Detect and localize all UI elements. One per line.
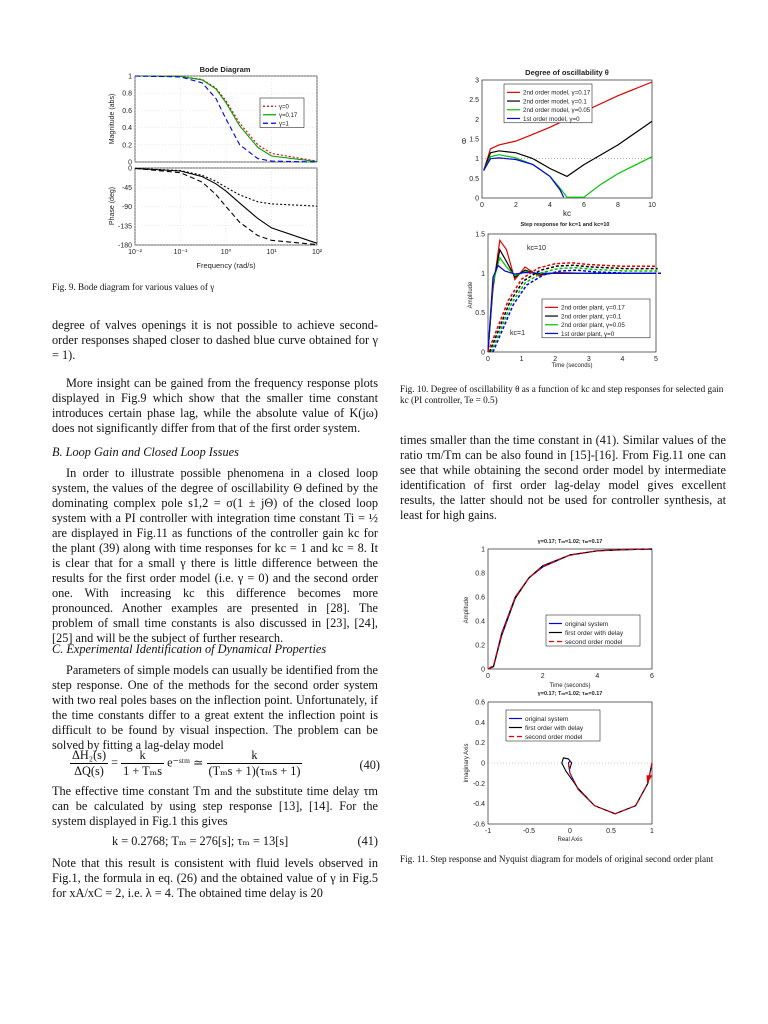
x-tick-label: 3 [586, 356, 591, 363]
x-tick-label: 10² [311, 249, 323, 256]
equation-40: $\frac{\text{ΔH₂(s)}}{\Delta Q(s)}$ = $\frac{k}{\text{1 + Tₘs}}$ e⁻ˢᵗᵐ ≃ $\frac{k}{\text{(Tₘs + 1)(τₘs + 1)}}$ (40) [72, 748, 380, 778]
x-tick-label: 10¹ [266, 249, 277, 256]
eq40-mid-num: k [121, 748, 164, 764]
legend-entry: first order with delay [525, 724, 584, 732]
y-axis-label: θ [461, 137, 467, 146]
y-tick-label: 0 [481, 760, 485, 768]
left-text-block-5 [52, 856, 378, 901]
x-tick-label: 4 [620, 356, 625, 363]
nyquist-svg [460, 688, 670, 843]
annotation-kc1: kc=1 [510, 330, 525, 337]
y-tick-label: 0.8 [122, 90, 132, 98]
x-tick-label: -0.5 [522, 828, 536, 835]
x-tick-label: 4 [548, 202, 552, 209]
x-tick-label: 0 [486, 673, 490, 680]
legend-entry: original system [525, 715, 569, 723]
bode-svg [100, 60, 380, 275]
x-tick-label: 0 [568, 828, 572, 835]
y-tick-label: 0 [481, 666, 485, 674]
eq40-mid [121, 748, 164, 779]
legend-entry: γ=0 [279, 104, 289, 111]
y-tick-label: 0.4 [122, 125, 132, 133]
plot-area [488, 549, 652, 669]
y-tick-label: 0.4 [475, 618, 485, 626]
eq40-rhs-den: (Tₘs + 1)(τₘs + 1) [208, 764, 301, 778]
y-tick-label: 0 [128, 165, 132, 173]
y-axis-label: Phase (deg) [109, 186, 116, 226]
legend-entry: 2nd order plant, γ=0.17 [561, 304, 625, 312]
y-tick-label: 0.2 [122, 142, 132, 150]
x-tick-label: 0.5 [606, 828, 616, 835]
y-tick-label: 1.5 [475, 231, 485, 239]
fig11-nyquist [460, 688, 670, 843]
x-axis-label: kc [563, 209, 571, 218]
y-tick-label: 1 [128, 73, 132, 81]
y-tick-label: 0.6 [122, 107, 132, 115]
y-tick-label: 1 [475, 156, 479, 164]
eq40-exp: e⁻ˢᵗᵐ [167, 755, 191, 770]
y-tick-label: 0 [481, 349, 485, 357]
y-tick-label: 0.2 [475, 642, 485, 650]
x-tick-label: 6 [582, 202, 586, 209]
x-axis-label: Real Axis [557, 837, 583, 843]
fig10-oscillability [440, 64, 670, 224]
x-axis-label: Time (seconds) [551, 363, 593, 369]
eq41-number: (41) [357, 834, 378, 848]
x-axis-label: Time (seconds) [549, 683, 591, 689]
paragraph: More insight can be gained from the frequency response plots displayed in Fig.9 which show that the smaller time constant introduces certain phase lag, while the absolute value of K(jω) does not significantly differ from that of the first order system. [52, 376, 378, 435]
eq40-lhs [70, 748, 108, 779]
y-tick-label: 1.5 [469, 136, 479, 144]
fig9-bode-diagram [100, 60, 380, 275]
paragraph: The effective time constant Tm and the substitute time delay τm can be calculated by using step response [13], [14]. For the system displayed in Fig.1 this gives [52, 784, 378, 828]
x-tick-label: 6 [650, 673, 654, 680]
x-tick-label: 0 [480, 202, 484, 209]
fig9-caption: Fig. 9. Bode diagram for various values of γ [52, 282, 215, 292]
legend-entry: 1st order model, γ=0 [523, 115, 580, 123]
legend-entry: 2nd order model, γ=0.05 [523, 107, 591, 115]
theta-svg [440, 64, 670, 224]
chart-title: Degree of oscillability θ [525, 68, 609, 77]
section-heading-b: B. Loop Gain and Closed Loop Issues [52, 445, 239, 459]
y-tick-label: -135 [117, 223, 132, 231]
x-tick-label: -1 [484, 828, 492, 835]
legend-entry: second order model [525, 733, 583, 741]
fig11-step-response [460, 535, 670, 689]
chart-title: Bode Diagram [199, 65, 251, 74]
legend-entry: first order with delay [565, 629, 624, 637]
y-tick-label: 0 [128, 159, 132, 167]
step11-svg [460, 535, 670, 689]
chart-title: γ=0.17; Tₘ=1.02; τₘ=0.17 [537, 539, 603, 545]
legend-entry: original system [565, 620, 609, 628]
right-text-block-1 [400, 433, 726, 523]
y-tick-label: 0 [475, 195, 479, 203]
paragraph: Note that this result is consistent with fluid levels observed in Fig.1, the formula in eq. (26) and the obtained value of γ in Fig.5 for xA/xC = 2, i.e. λ = 4. The obtained time delay is 20 [52, 856, 378, 900]
eq40-mid-den: 1 + Tₘs [123, 764, 163, 778]
fig10-caption: Fig. 10. Degree of oscillability θ as a function of kc and step responses for selected gain kc (PI controller, Te = 0.5) [400, 384, 724, 405]
y-tick-label: -0.2 [472, 780, 485, 788]
x-tick-label: 0 [486, 356, 490, 363]
legend-entry: second order model [565, 638, 623, 646]
left-text-block-3 [52, 663, 378, 753]
legend-entry: 2nd order plant, γ=0.1 [561, 313, 622, 321]
y-tick-label: -45 [121, 184, 132, 192]
legend-entry: 2nd order model, γ=0.17 [523, 89, 591, 97]
eq40-lhs-num: ΔH₂(s) [72, 748, 107, 762]
x-tick-label: 1 [519, 356, 524, 363]
paragraph: times smaller than the time constant in (41). Similar values of the ratio τm/Tm can be also found in [15]-[16]. From Fig.11 one can see that while obtaining the second order model by intermediate identification of first order lag-delay model gives excellent results, the latter should not be used for controller synthesis, at least for high gains. [400, 433, 726, 522]
x-axis-label: Frequency (rad/s) [196, 261, 256, 270]
x-tick-label: 2 [514, 202, 518, 209]
y-tick-label: -0.4 [472, 801, 485, 809]
x-tick-label: 10 [648, 202, 656, 209]
y-tick-label: 0.8 [475, 570, 485, 578]
paragraph: degree of valves openings it is not possible to achieve second-order responses shaped closer to dashed blue curve obtained for γ = 1). [52, 318, 378, 362]
legend-entry: 2nd order model, γ=0.1 [523, 98, 587, 106]
y-axis-label: Imaginary Axis [464, 743, 470, 783]
y-tick-label: 1 [481, 270, 485, 278]
fig11-caption: Fig. 11. Step response and Nyquist diagram for models of original second order plant [400, 854, 714, 864]
equation-41 [52, 834, 378, 850]
eq40-number: (40) [359, 758, 380, 772]
y-tick-label: 2.5 [469, 97, 479, 105]
legend-entry: γ=1 [279, 121, 289, 128]
annotation-kc10: kc=10 [527, 245, 546, 252]
y-tick-label: -0.6 [472, 821, 485, 829]
legend-entry: 2nd order plant, γ=0.05 [561, 322, 625, 330]
x-tick-label: 2 [540, 673, 545, 680]
left-text-block-2 [52, 466, 378, 646]
left-text-block-1 [52, 318, 378, 436]
chart-title: Step response for kc=1 and kc=10 [520, 222, 610, 228]
y-tick-label: 0.6 [475, 699, 485, 707]
chart-title: γ=0.17; Tₘ=1.02; τₘ=0.17 [537, 691, 603, 697]
y-axis-label: Magnitude (abs) [109, 93, 116, 145]
x-tick-label: 4 [595, 673, 600, 680]
y-tick-label: 0.6 [475, 594, 485, 602]
legend-entry: γ=0.17 [279, 113, 298, 120]
x-tick-label: 1 [650, 828, 654, 835]
left-text-block-4 [52, 784, 378, 829]
section-heading-c: C. Experimental Identification of Dynamical Properties [52, 642, 327, 656]
paragraph: In order to illustrate possible phenomena in a closed loop system, the values of the degree of oscillability Θ defined by the dominating complex pole s1,2 = σ(1 ± jΘ) of the closed loop system with a PI controller with integration time constant Ti = ½ are displayed in Fig.11 as functions of the controller gain kc for the plant (39) along with time responses for kc = 1 and kc = 8. It is clear that for a small γ there is little difference between the results for the first order model (i.e. γ = 0) and the second order one. With increasing kc this difference becomes more pronounced. Another examples are presented in [28]. The problem of small time constants is also discussed in [23], [24], [25] and will be the subject of further research. [52, 466, 378, 645]
x-tick-label: 10⁰ [220, 249, 232, 256]
x-tick-label: 2 [553, 356, 558, 363]
y-tick-label: 0.5 [469, 175, 479, 183]
fig10-step-response [470, 220, 670, 375]
step10-svg [470, 220, 670, 375]
y-tick-label: -180 [117, 242, 132, 250]
y-tick-label: 0.4 [475, 719, 485, 727]
y-tick-label: 1 [481, 546, 485, 554]
y-tick-label: 0.2 [475, 740, 485, 748]
eq40-rhs [207, 748, 303, 779]
x-tick-label: 8 [616, 202, 620, 209]
paragraph: Parameters of simple models can usually be identified from the step response. One of the methods for the second order system with two real poles bases on the inflection point. Unfortunately, if the time constants differ to a great extent the inflection point is difficult to be found by visual inspection. The problem can be solved by fitting a lag-delay model [52, 663, 378, 752]
eq41-body: k = 0.2768; Tₘ = 276[s]; τₘ = 13[s] [112, 834, 289, 848]
eq40-lhs-den: ΔQ(s) [74, 764, 104, 778]
legend-entry: 1st order plant, γ=0 [561, 330, 615, 338]
y-axis-label: Amplitude [468, 281, 474, 309]
x-tick-label: 10⁻² [128, 249, 142, 256]
y-tick-label: 3 [475, 77, 479, 85]
y-tick-label: -90 [121, 204, 132, 211]
y-tick-label: 2 [475, 116, 479, 124]
x-tick-label: 5 [654, 356, 658, 363]
y-axis-label: Amplitude [464, 596, 470, 624]
y-tick-label: 0.5 [475, 310, 485, 318]
eq40-rhs-num: k [207, 748, 303, 764]
x-tick-label: 10⁻¹ [173, 249, 188, 256]
